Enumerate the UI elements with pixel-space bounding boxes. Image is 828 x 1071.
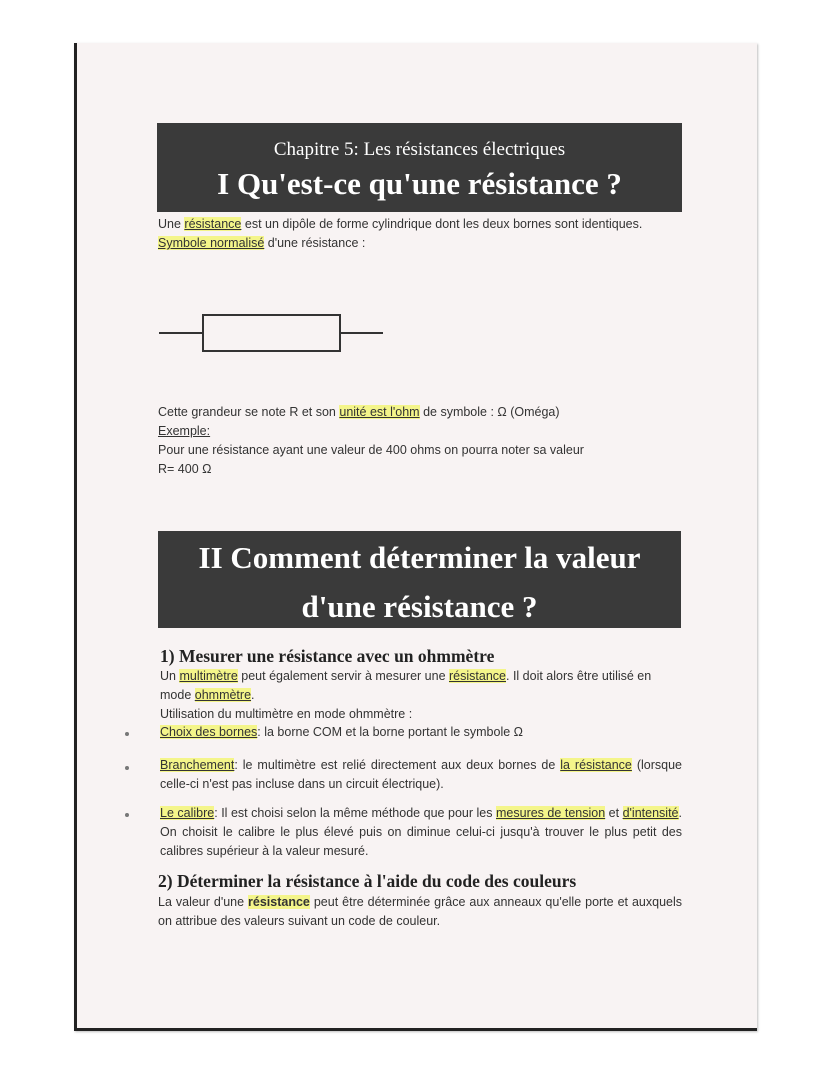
calibre-text: : Il est choisi selon la même méthode que pour les [214,806,496,820]
choix-bornes-text: : la borne COM et la borne portant le symbole Ω [257,725,524,739]
color-code-text-rest: peut être déterminée grâce aux anneaux qu'elle porte et auxquels on attribue des valeurs suivant un code de couleur. [158,895,683,928]
unit-text-rest: de symbole : Ω (Oméga) [419,405,560,419]
color-code-paragraph [158,893,682,931]
bullet-choix-bornes [160,723,682,742]
bullet-3 [125,813,129,817]
section2-title-line1: II Comment déterminer la valeur [198,540,641,575]
branchement-text: : le multimètre est relié directement aux deux bornes de [234,758,561,772]
chapter-header [157,123,682,212]
symbol-text: d'une résistance : [264,236,366,250]
chapter-subtitle: Chapitre 5: Les résistances électriques [273,139,566,160]
document-page [74,43,757,1031]
highlight-resistance-2: résistance [449,669,506,683]
chapter-title: I Qu'est-ce qu'une résistance ? [217,166,622,201]
calibre-text-2: et [605,806,623,820]
section2-title-line2: d'une résistance ? [301,589,538,624]
multimeter-paragraph [160,667,682,724]
bullet-1 [125,732,129,736]
color-code-text: La valeur d'une [158,895,249,909]
unit-text: Cette grandeur se note R et son [158,405,340,419]
highlight-calibre: Le calibre [160,806,215,820]
highlight-unit: unité est l'ohm [339,405,420,419]
mm-text: Un [160,669,180,683]
subsection2-heading: 2) Déterminer la résistance à l'aide du code des couleurs [158,871,577,891]
bullet-2 [125,766,129,770]
usage-text: Utilisation du multimètre en mode ohmmètre : [160,707,413,721]
highlight-la-resistance: la résistance [560,758,632,772]
intro-text-rest: est un dipôle de forme cylindrique dont les deux bornes sont identiques. [241,217,643,231]
bullet-branchement [160,756,682,794]
unit-paragraph [158,403,682,479]
highlight-ohmmetre: ohmmètre [194,688,252,702]
example-value: R= 400 Ω [158,462,212,476]
mm-text-3: . Il doit alors être utilisé en mode [160,669,652,702]
highlight-resistance-bold: résistance [248,895,310,909]
highlight-branchement: Branchement [160,758,235,772]
branchement-text-2: (lorsque celle-ci n'est pas incluse dans un circuit électrique). [160,758,682,791]
example-label: Exemple: [158,424,211,438]
highlight-intensite: d'intensité [622,806,679,820]
mm-text-4: . [251,688,255,702]
highlight-symbole: Symbole normalisé [158,236,265,250]
highlight-mesures-tension: mesures de tension [496,806,606,820]
bullet-calibre [160,804,682,861]
mm-text-2: peut également servir à mesurer une [237,669,450,683]
calibre-text-3: . On choisit le calibre le plus élevé puis on diminue celui-ci jusqu'à trouver le plus petit des calibres supérieur à la valeur mesuré. [160,806,682,858]
highlight-resistance: résistance [184,217,242,231]
highlight-multimetre: multimètre [179,669,238,683]
intro-paragraph [158,215,682,253]
intro-text: Une [158,217,185,231]
resistor-symbol [159,311,389,355]
example-text: Pour une résistance ayant une valeur de 400 ohms on pourra noter sa valeur [158,443,584,457]
subsection1-heading: 1) Mesurer une résistance avec un ohmmètre [160,646,495,666]
highlight-choix-bornes: Choix des bornes [160,725,258,739]
section2-header [158,531,681,628]
